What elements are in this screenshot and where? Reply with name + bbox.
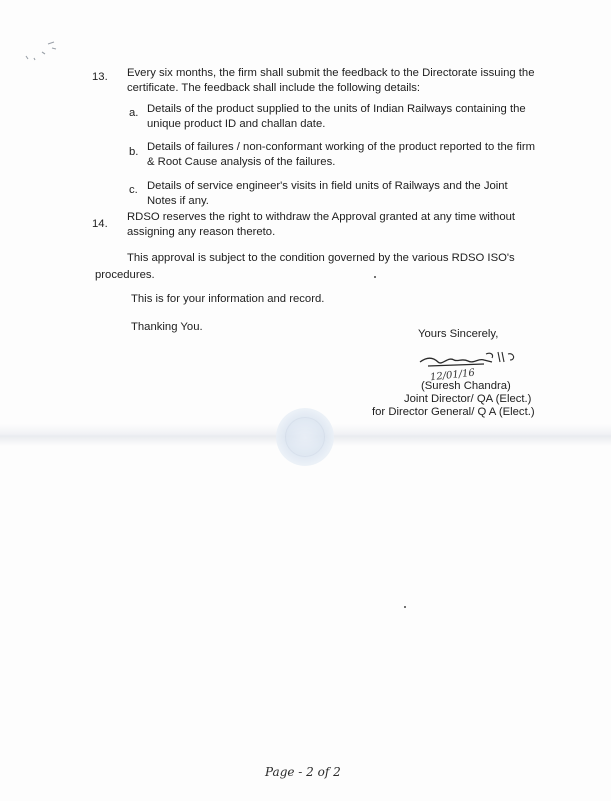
page-number-handwritten: Page - 2 of 2 bbox=[265, 765, 341, 779]
item-13-line-1: Every six months, the firm shall submit the feedback to the Directorate issuing the bbox=[127, 67, 535, 79]
signatory-on-behalf: for Director General/ Q A (Elect.) bbox=[372, 406, 535, 418]
item-14-line-2: assigning any reason thereto. bbox=[127, 226, 276, 238]
approval-note-line-1: This approval is subject to the condition governed by the various RDSO ISO's bbox=[127, 252, 515, 264]
scan-dot bbox=[404, 606, 406, 608]
item-14-line-1: RDSO reserves the right to withdraw the Approval granted at any time without bbox=[127, 211, 516, 223]
signature-date: 12/01/16 bbox=[429, 367, 476, 384]
signatory-name: (Suresh Chandra) bbox=[421, 380, 511, 392]
subitem-a-line-2: unique product ID and challan date. bbox=[147, 118, 326, 130]
item-13-line-2: certificate. The feedback shall include the following details: bbox=[127, 82, 421, 94]
subitem-b-letter: b. bbox=[129, 146, 139, 158]
scan-speck-marks bbox=[18, 38, 62, 64]
scan-dot bbox=[374, 276, 376, 278]
subitem-b-line-1: Details of failures / non-conformant working of the product reported to the firm bbox=[147, 141, 536, 153]
subitem-b-line-2: & Root Cause analysis of the failures. bbox=[147, 156, 336, 168]
closing-line: Yours Sincerely, bbox=[418, 328, 499, 340]
approval-note-line-2: procedures. bbox=[95, 269, 155, 281]
subitem-c-letter: c. bbox=[129, 184, 138, 196]
subitem-a-line-1: Details of the product supplied to the units of Indian Railways containing the bbox=[147, 103, 526, 115]
thanking-line: Thanking You. bbox=[131, 321, 203, 333]
subitem-a-letter: a. bbox=[129, 107, 139, 119]
signatory-designation: Joint Director/ QA (Elect.) bbox=[404, 393, 532, 405]
subitem-c-line-2: Notes if any. bbox=[147, 195, 209, 207]
info-line: This is for your information and record. bbox=[131, 293, 325, 305]
item-13-number: 13. bbox=[92, 71, 108, 83]
item-14-number: 14. bbox=[92, 218, 108, 230]
subitem-c-line-1: Details of service engineer's visits in field units of Railways and the Joint bbox=[147, 180, 508, 192]
faded-seal-stamp bbox=[276, 408, 334, 466]
